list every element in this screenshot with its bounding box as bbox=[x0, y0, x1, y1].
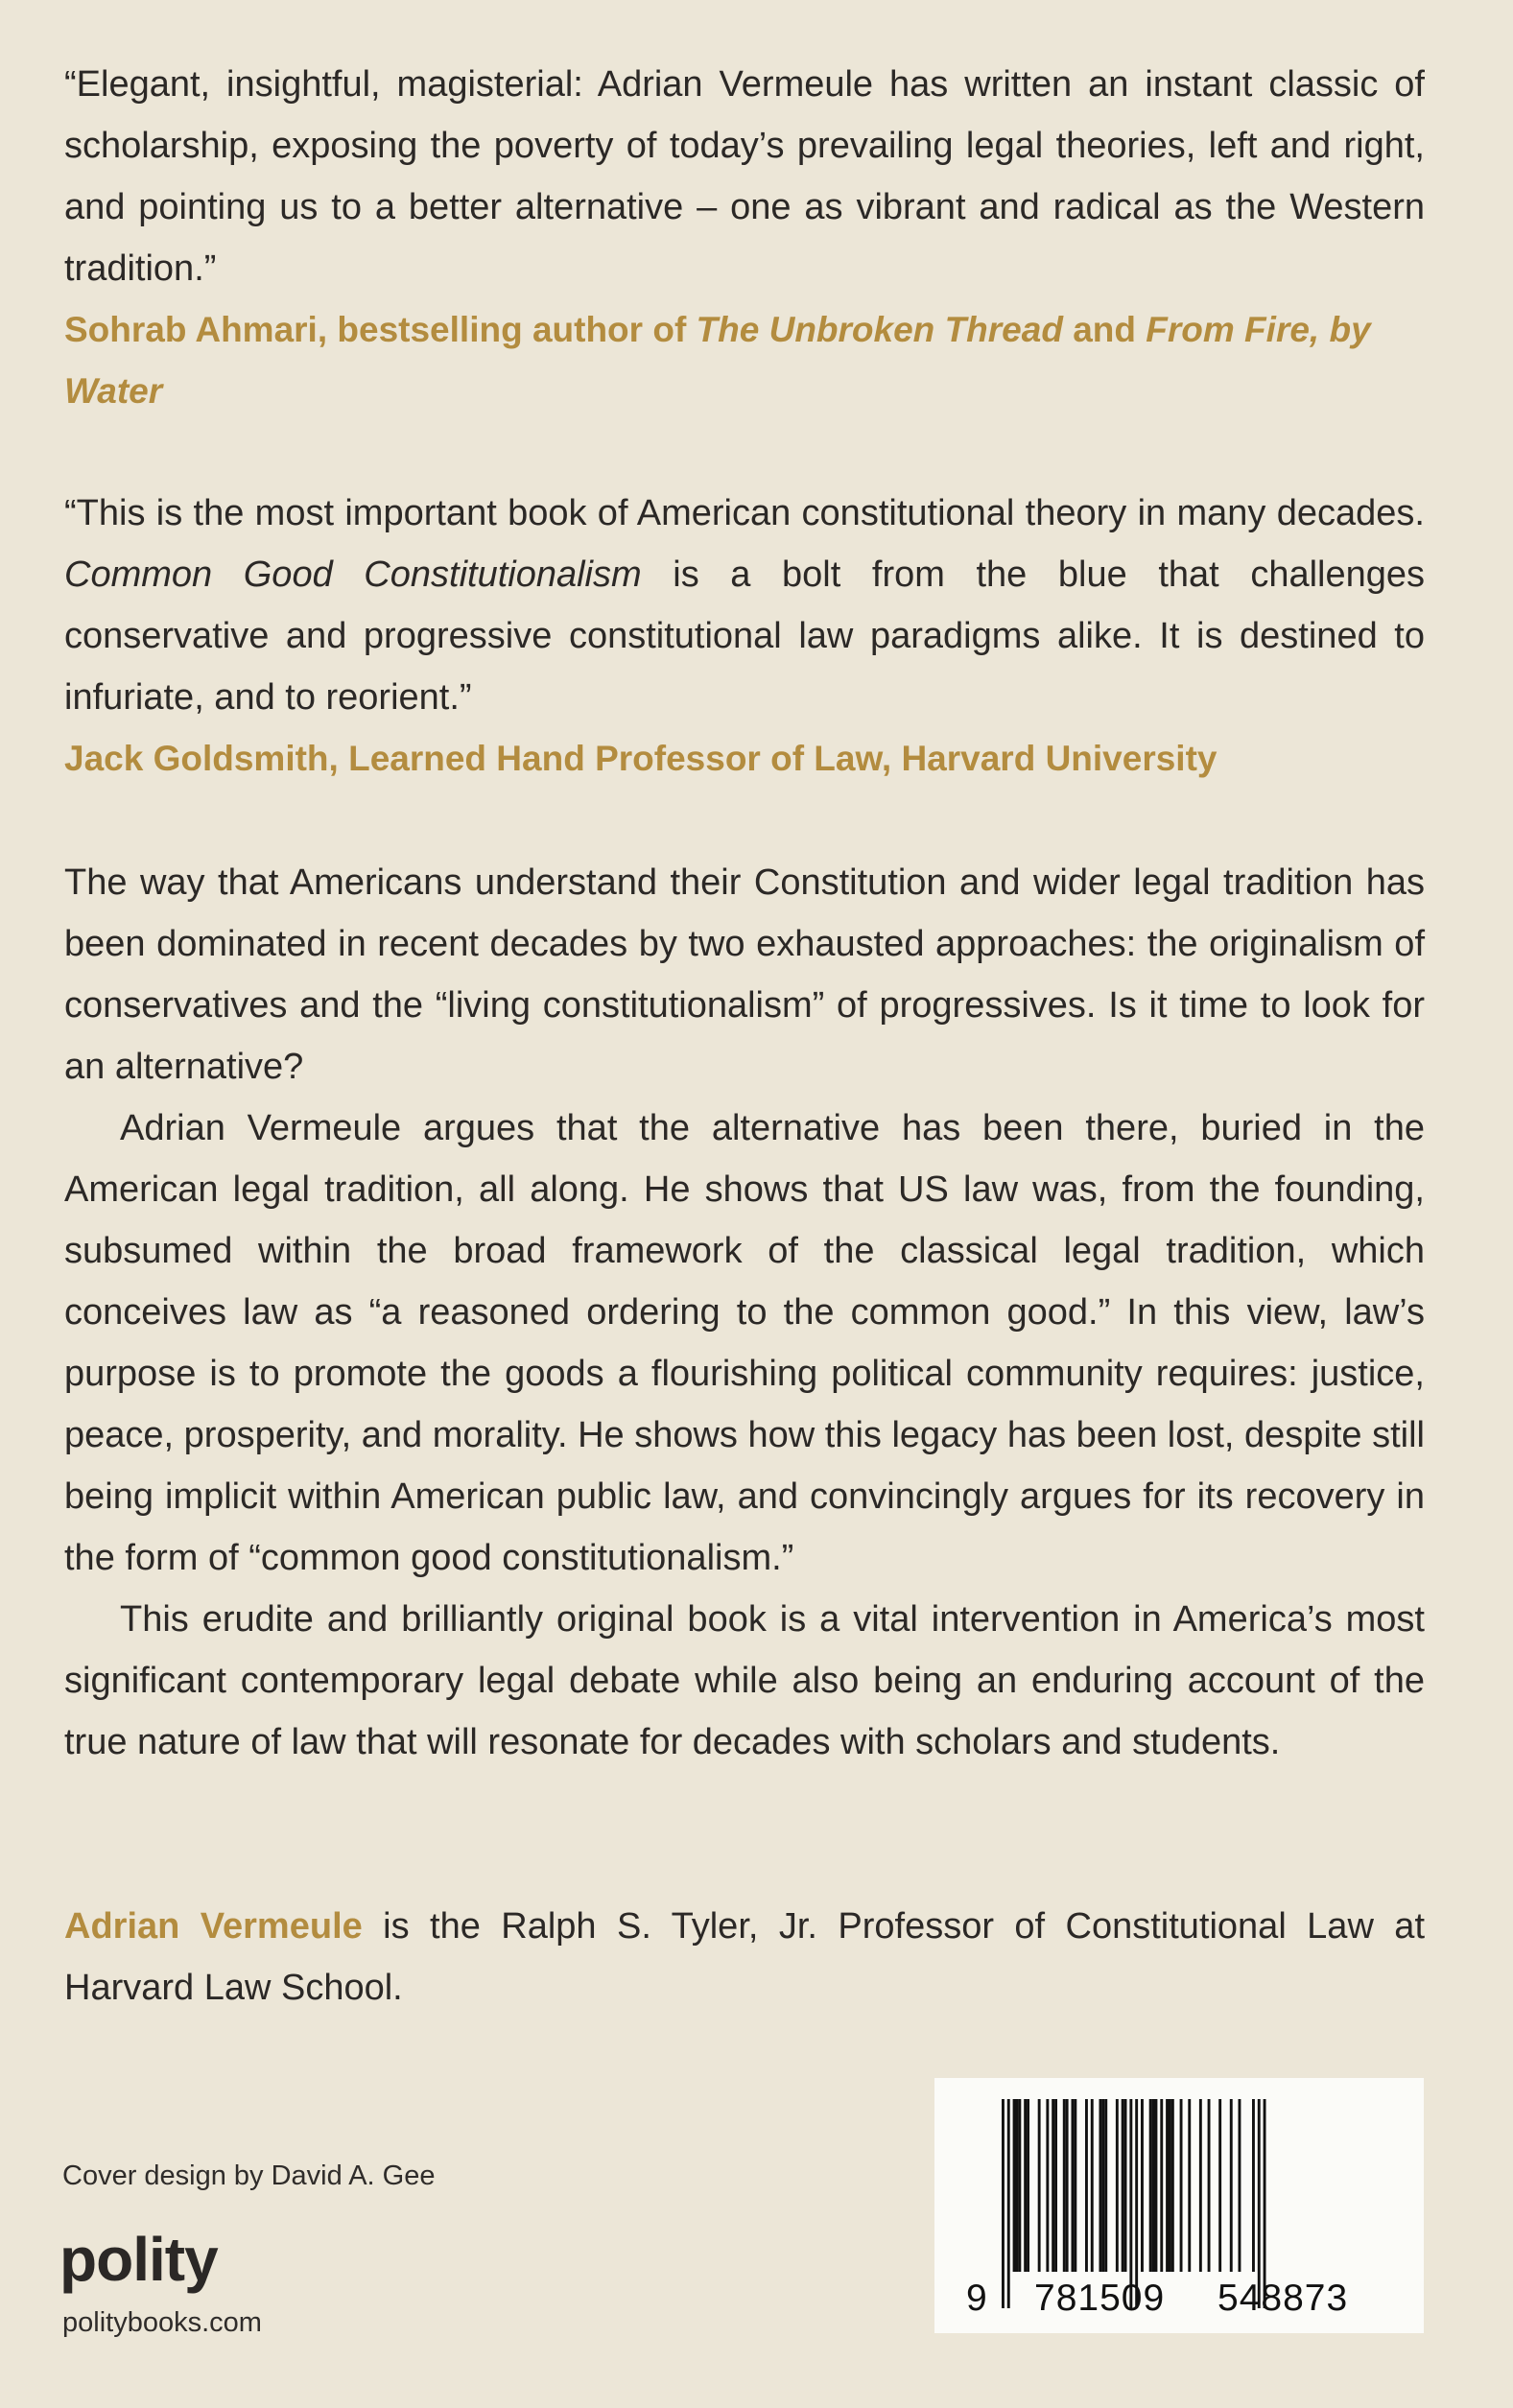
barcode-bar bbox=[1063, 2099, 1066, 2272]
barcode-bar bbox=[1027, 2099, 1029, 2272]
barcode-bar bbox=[1074, 2099, 1076, 2272]
barcode-bar bbox=[1230, 2099, 1233, 2272]
quote-1-attribution bbox=[64, 299, 1425, 422]
barcode-bar bbox=[1018, 2099, 1021, 2272]
barcode-bar bbox=[1166, 2099, 1169, 2272]
barcode-bar bbox=[1101, 2099, 1104, 2272]
quote-2-text-before: “This is the most important book of American constitutional theory in many decades. bbox=[64, 493, 1425, 533]
barcode-bars bbox=[934, 2078, 1424, 2333]
barcode-bar bbox=[1169, 2099, 1171, 2272]
barcode-bar bbox=[1091, 2099, 1094, 2272]
barcode-bar bbox=[1024, 2099, 1027, 2272]
publisher-logo: polity bbox=[59, 2225, 218, 2294]
quote-2-text bbox=[64, 483, 1425, 728]
barcode-bar bbox=[1180, 2099, 1183, 2272]
barcode-bar bbox=[1052, 2099, 1054, 2272]
barcode-left-digits: 781509 bbox=[1034, 2278, 1166, 2319]
description-paragraph-3: This erudite and brilliantly original book is a vital intervention in America’s most significant contemporary legal debate while also being an enduring account of the true nature of law that will resonate for decades with scholars and students. bbox=[64, 1599, 1425, 1762]
barcode-bar bbox=[1160, 2099, 1163, 2272]
barcode-bar bbox=[1122, 2099, 1124, 2272]
quote-2-text-after: is a bolt from the blue that challenges conservative and progressive constitutional law paradigms alike. It is destined to infuriate, and to reorient.” bbox=[64, 555, 1426, 718]
attribution-1-connector: and bbox=[1062, 310, 1147, 349]
barcode-bar bbox=[1104, 2099, 1107, 2272]
author-bio-rest: is the Ralph S. Tyler, Jr. Professor of Constitutional Law at Harvard Law School. bbox=[64, 1906, 1425, 2008]
barcode-bar bbox=[1149, 2099, 1152, 2272]
book-title-1: The Unbroken Thread bbox=[696, 310, 1063, 349]
cover-design-credit: Cover design by David A. Gee bbox=[62, 2160, 436, 2191]
barcode-bar bbox=[1152, 2099, 1155, 2272]
barcode-bar bbox=[1188, 2099, 1191, 2272]
description-paragraph-1: The way that Americans understand their Constitution and wider legal tradition has been dominated in recent decades by two exhausted approaches: the originalism of conservatives and the “living constitutionalism” of progressives. Is it time to look for an alternative? bbox=[64, 862, 1425, 1087]
publisher-website: politybooks.com bbox=[62, 2307, 262, 2338]
barcode-bar bbox=[1141, 2099, 1144, 2272]
author-bio-text bbox=[64, 1896, 1425, 2018]
barcode-bar bbox=[1116, 2099, 1119, 2272]
quote-1-text: “Elegant, insightful, magisterial: Adrian Vermeule has written an instant classic of scholarship, exposing the poverty of today’s prevailing legal theories, left and right, and pointing us to a better alternative – one as vibrant and radical as the Western tradition.” bbox=[64, 64, 1425, 289]
barcode-bar bbox=[1208, 2099, 1211, 2272]
barcode-bar bbox=[1072, 2099, 1075, 2272]
barcode-guard-bar bbox=[1007, 2099, 1010, 2308]
barcode-bar bbox=[1124, 2099, 1127, 2272]
barcode-bar bbox=[1066, 2099, 1069, 2272]
barcode-bar bbox=[1038, 2099, 1041, 2272]
barcode-bar bbox=[1252, 2099, 1255, 2272]
isbn-barcode bbox=[934, 2078, 1424, 2333]
barcode-bar bbox=[1085, 2099, 1088, 2272]
barcode-bar bbox=[1171, 2099, 1174, 2272]
author-name: Adrian Vermeule bbox=[64, 1906, 363, 1947]
barcode-bar bbox=[1218, 2099, 1221, 2272]
barcode-bar bbox=[1155, 2099, 1158, 2272]
barcode-guard-bar bbox=[1002, 2099, 1005, 2308]
barcode-bar bbox=[1013, 2099, 1016, 2272]
barcode-bar bbox=[1016, 2099, 1019, 2272]
barcode-bar bbox=[1046, 2099, 1049, 2272]
barcode-bar bbox=[1099, 2099, 1102, 2272]
attribution-1-prefix: Sohrab Ahmari, bestselling author of bbox=[64, 310, 697, 349]
book-title-2: From Fire, by Water bbox=[64, 310, 1371, 411]
description-paragraph-2: Adrian Vermeule argues that the alternative has been there, buried in the American legal tradition, all along. He shows that US law was, from the founding, subsumed within the broad framework of the classical legal tradition, which conceives law as “a reasoned ordering to the common good.” In this view, law’s purpose is to promote the goods a flourishing political community requires: justice, peace, prosperity, and morality. He shows how this legacy has been lost, despite still being implicit within American public law, and convincingly argues for its recovery in the form of “common good constitutionalism.” bbox=[64, 1108, 1425, 1578]
barcode-right-digits: 548873 bbox=[1217, 2278, 1349, 2319]
author-bio bbox=[64, 1896, 1425, 2018]
endorsement-quote-1 bbox=[64, 54, 1425, 422]
quote-2-book-title: Common Good Constitutionalism bbox=[64, 555, 642, 595]
barcode-bar bbox=[1199, 2099, 1202, 2272]
book-description bbox=[64, 852, 1425, 1773]
barcode-first-digit: 9 bbox=[966, 2278, 988, 2319]
barcode-bar bbox=[1054, 2099, 1057, 2272]
quote-2-attribution: Jack Goldsmith, Learned Hand Professor of Law, Harvard University bbox=[64, 739, 1217, 778]
endorsement-quote-2 bbox=[64, 483, 1425, 790]
barcode-bar bbox=[1239, 2099, 1241, 2272]
